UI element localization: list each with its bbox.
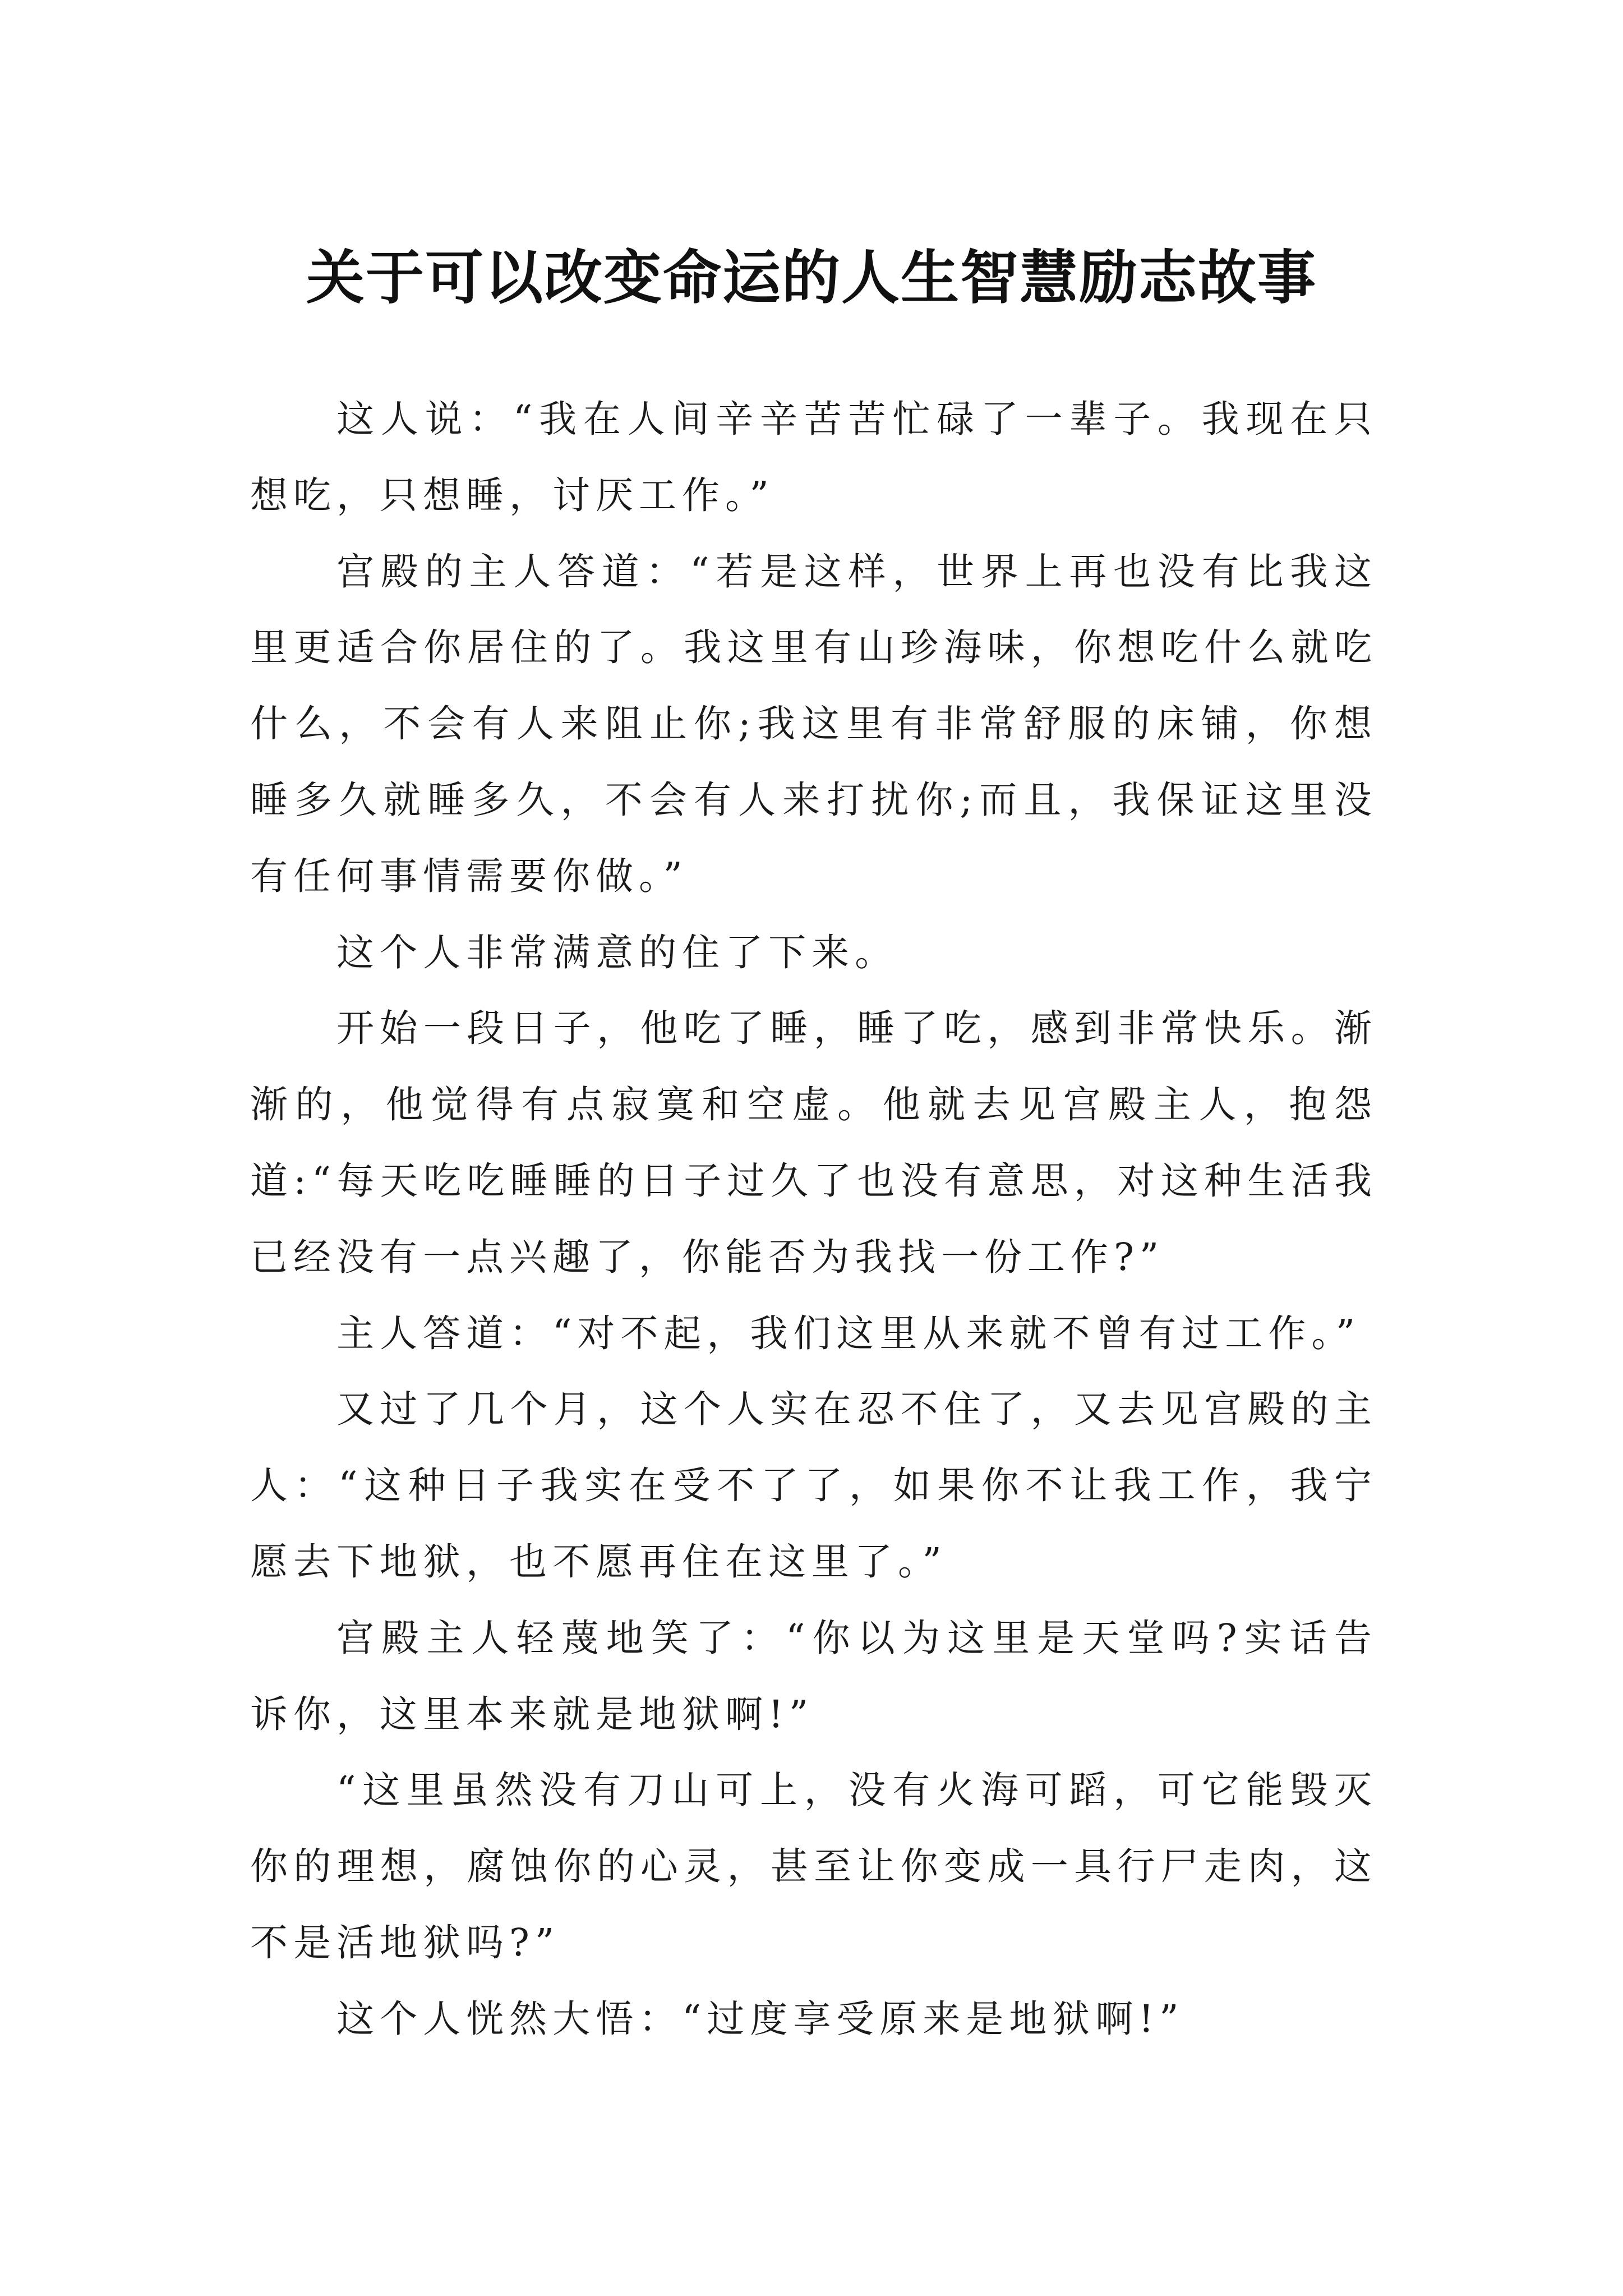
paragraph: “这里虽然没有刀山可上，没有火海可蹈，可它能毁灭你的理想，腐蚀你的心灵，甚至让你变成一具行尸走肉，这不是活地狱吗?”	[250, 1768, 1377, 1964]
document-title: 关于可以改变命运的人生智慧励志故事	[306, 242, 1317, 312]
paragraph: 这个人恍然大悟：“过度享受原来是地狱啊!”	[336, 1996, 1184, 2041]
paragraph: 这人说：“我在人间辛辛苦苦忙碌了一辈子。我现在只想吃，只想睡，讨厌工作。”	[250, 397, 1377, 517]
paragraph: 又过了几个月，这个人实在忍不住了，又去见宫殿的主人：“这种日子我实在受不了了，如果你不让我工作，我宁愿去下地狱，也不愿再住在这里了。”	[250, 1387, 1377, 1584]
paragraph: 开始一段日子，他吃了睡，睡了吃，感到非常快乐。渐渐的，他觉得有点寂寞和空虚。他就去见宫殿主人，抱怨道:“每天吃吃睡睡的日子过久了也没有意思，对这种生活我已经没有一点兴趣了，你能否为我找一份工作?”	[250, 1006, 1377, 1279]
paragraph: 宫殿主人轻蔑地笑了：“你以为这里是天堂吗?实话告诉你，这里本来就是地狱啊!”	[250, 1616, 1377, 1736]
paragraph: 主人答道：“对不起，我们这里从来就不曾有过工作。”	[336, 1311, 1361, 1355]
document-body	[250, 381, 1377, 2058]
paragraph: 这个人非常满意的住了下来。	[336, 930, 898, 974]
paragraph: 宫殿的主人答道：“若是这样，世界上再也没有比我这里更适合你居住的了。我这里有山珍海味，你想吃什么就吃什么，不会有人来阻止你;我这里有非常舒服的床铺，你想睡多久就睡多久，不会有人来打扰你;而且，我保证这里没有任何事情需要你做。”	[250, 549, 1377, 898]
